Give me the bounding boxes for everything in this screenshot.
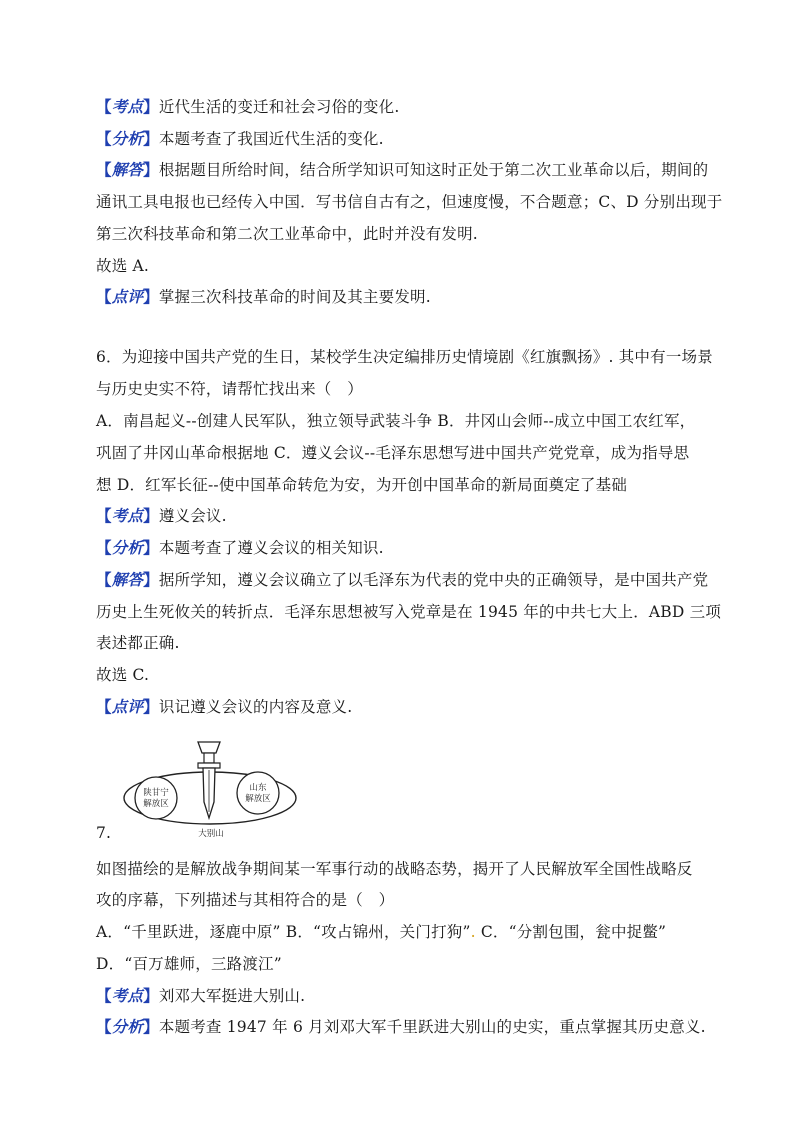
q7-kaodian-line: 【考点】刘邓大军挺进大别山. [96, 986, 306, 1005]
strategy-map-figure [118, 740, 308, 840]
right-region-label-1: 山东 [249, 783, 267, 793]
s5-jieda-line-1: 【解答】根据题目所给时间，结合所学知识可知这时正处于第二次工业革命以后，期间的 [96, 160, 709, 179]
dagger-icon [198, 742, 220, 818]
bottom-region-label: 大别山 [198, 829, 224, 839]
jieda-tag: 【解答】 [96, 160, 159, 179]
s5-answer: 故选 A. [96, 257, 150, 275]
left-region-circle [135, 777, 177, 819]
right-region-label-2: 解放区 [245, 794, 271, 804]
stray-mark: . [470, 923, 476, 941]
q7-options-line-2: D．“百万雄师，三路渡江” [96, 955, 282, 973]
fenxi-tag: 【分析】 [96, 1017, 159, 1036]
left-region-label-1: 陕甘宁 [143, 788, 169, 798]
fenxi-tag: 【分析】 [96, 538, 159, 557]
dianping-tag: 【点评】 [96, 287, 159, 306]
strategy-diagram [118, 740, 308, 840]
s5-kaodian-line [96, 97, 399, 117]
q6-kaodian-line: 【考点】遵义会议. [96, 506, 227, 525]
kaodian-tag: 【考点】 [96, 97, 159, 116]
q6-options-line-3: 想 D．红军长征--使中国革命转危为安，为开创中国革命的新局面奠定了基础 [96, 476, 628, 494]
q6-answer: 故选 C. [96, 666, 150, 684]
q7-fenxi-line: 【分析】本题考查 1947 年 6 月刘邓大军千里跃进大别山的史实，重点掌握其历史意义. [96, 1017, 706, 1036]
q6-options-line-1: A．南昌起义--创建人民军队，独立领导武装斗争 B．井冈山会师--成立中国工农红军， [96, 412, 696, 430]
q7-stem-line-2: 攻的序幕，下列描述与其相符合的是（ ） [96, 891, 395, 909]
q6-jieda-line-3: 表述都正确. [96, 634, 180, 652]
q6-options-line-2: 巩固了井冈山革命根据地 C．遵义会议--毛泽东思想写进中国共产党党章，成为指导思 [96, 444, 690, 462]
q7-number: 7. [96, 824, 112, 842]
q6-stem-line-1: 6．为迎接中国共产党的生日，某校学生决定编排历史情境剧《红旗飘扬》. 其中有一场景 [96, 348, 713, 366]
s5-dianping-line: 【点评】掌握三次科技革命的时间及其主要发明. [96, 287, 431, 306]
right-region-circle [237, 772, 279, 814]
s5-jieda-line-2: 通讯工具电报也已经传入中国．写书信自古有之，但速度慢，不合题意；C、D 分别出现于 [96, 193, 723, 211]
q6-dianping-line: 【点评】识记遵义会议的内容及意义. [96, 697, 353, 716]
q6-jieda-line-2: 历史上生死攸关的转折点．毛泽东思想被写入党章是在 1945 年的中共七大上．ABD 三项 [96, 603, 722, 621]
q6-fenxi-line: 【分析】本题考查了遵义会议的相关知识. [96, 538, 384, 557]
s5-fenxi-text: 本题考查了我国近代生活的变化. [158, 130, 384, 148]
s5-fenxi-line [96, 129, 384, 149]
fenxi-tag: 【分析】 [96, 129, 159, 148]
s5-jieda-line-3: 第三次科技革命和第二次工业革命中，此时并没有发明. [96, 225, 478, 243]
q6-stem-line-2: 与历史史实不符，请帮忙找出来（ ） [96, 380, 363, 398]
kaodian-tag: 【考点】 [96, 986, 159, 1005]
s5-kaodian-text: 近代生活的变迁和社会习俗的变化. [158, 98, 400, 116]
q7-options-line-1: A．“千里跃进，逐鹿中原” B．“攻占锦州，关门打狗”. C．“分割包围，瓮中捉鳖” [96, 923, 667, 941]
jieda-tag: 【解答】 [96, 570, 159, 589]
kaodian-tag: 【考点】 [96, 506, 159, 525]
left-region-label-2: 解放区 [143, 799, 169, 809]
q6-jieda-line-1: 【解答】据所学知，遵义会议确立了以毛泽东为代表的党中央的正确领导，是中国共产党 [96, 570, 709, 589]
q7-stem-line-1: 如图描绘的是解放战争期间某一军事行动的战略态势，揭开了人民解放军全国性战略反 [96, 860, 693, 878]
dianping-tag: 【点评】 [96, 697, 159, 716]
